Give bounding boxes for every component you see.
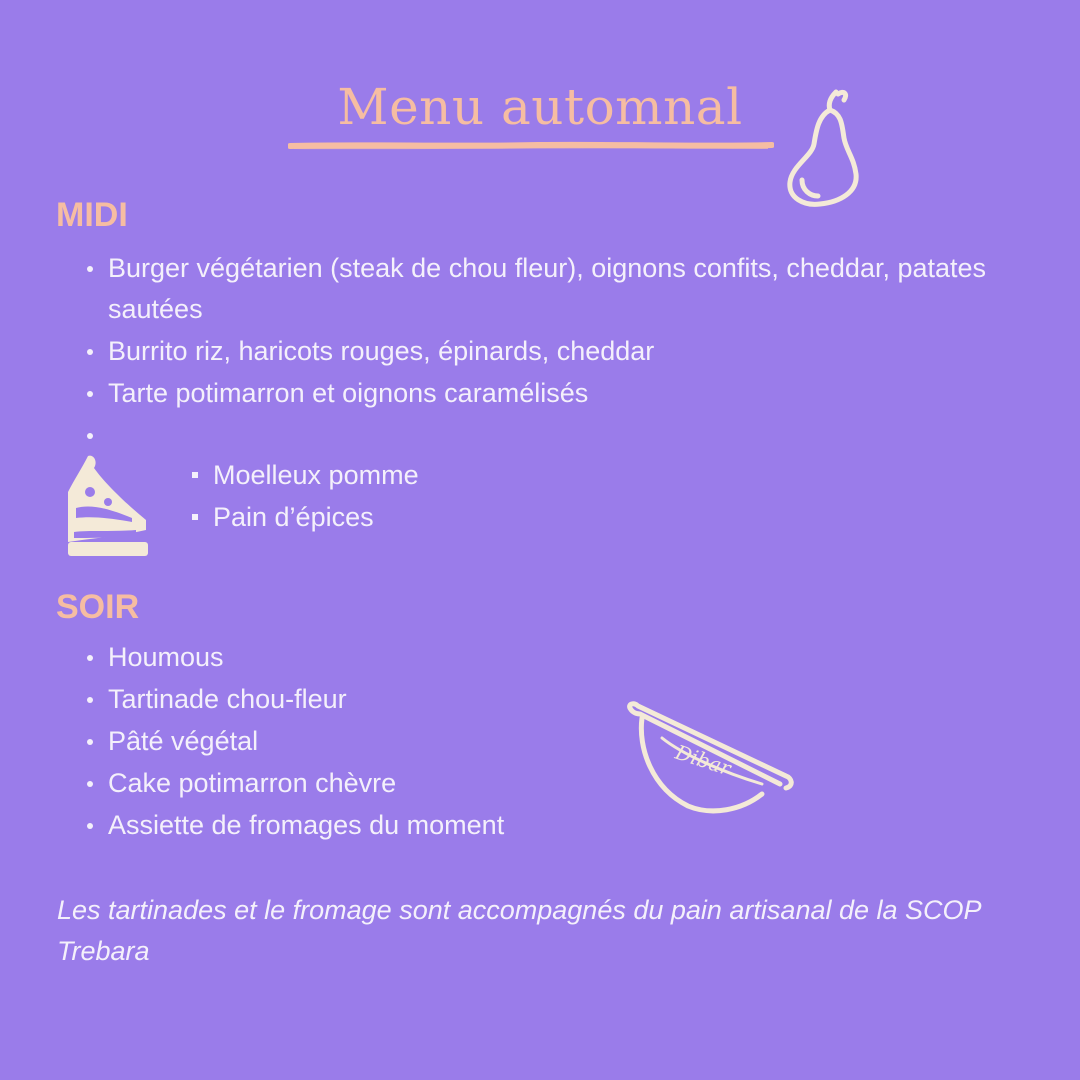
soir-list [84,637,1034,847]
bowl-lettering: Dibar [672,739,734,781]
list-item: Pâté végétal [84,721,1034,762]
list-item: Houmous [84,637,1034,678]
list-item: Moelleux pomme [190,454,419,496]
menu-title: Menu automnal [337,78,743,136]
list-item: Tartinade chou-fleur [84,679,1034,720]
dessert-list [190,454,419,538]
list-item: Burrito riz, haricots rouges, épinards, cheddar [84,331,1034,372]
cake-slice-icon [60,452,156,560]
footer-note: Les tartinades et le fromage sont accompagnés du pain artisanal de la SCOP Trebara [57,895,981,966]
list-item: Burger végétarien (steak de chou fleur), oignons confits, cheddar, patates sautées [84,248,1034,330]
list-item: Cake potimarron chèvre [84,763,1034,804]
bowl-icon [622,698,798,820]
list-item: Tarte potimarron et oignons caramélisés [84,373,1034,414]
pear-icon [778,84,868,212]
list-item: Assiette de fromages du moment [84,805,1034,846]
midi-list [84,248,1034,415]
title-underline [288,140,774,152]
midi-heading: MIDI [56,196,128,234]
soir-heading: SOIR [56,588,140,626]
list-item: Pain d’épices [190,496,419,538]
